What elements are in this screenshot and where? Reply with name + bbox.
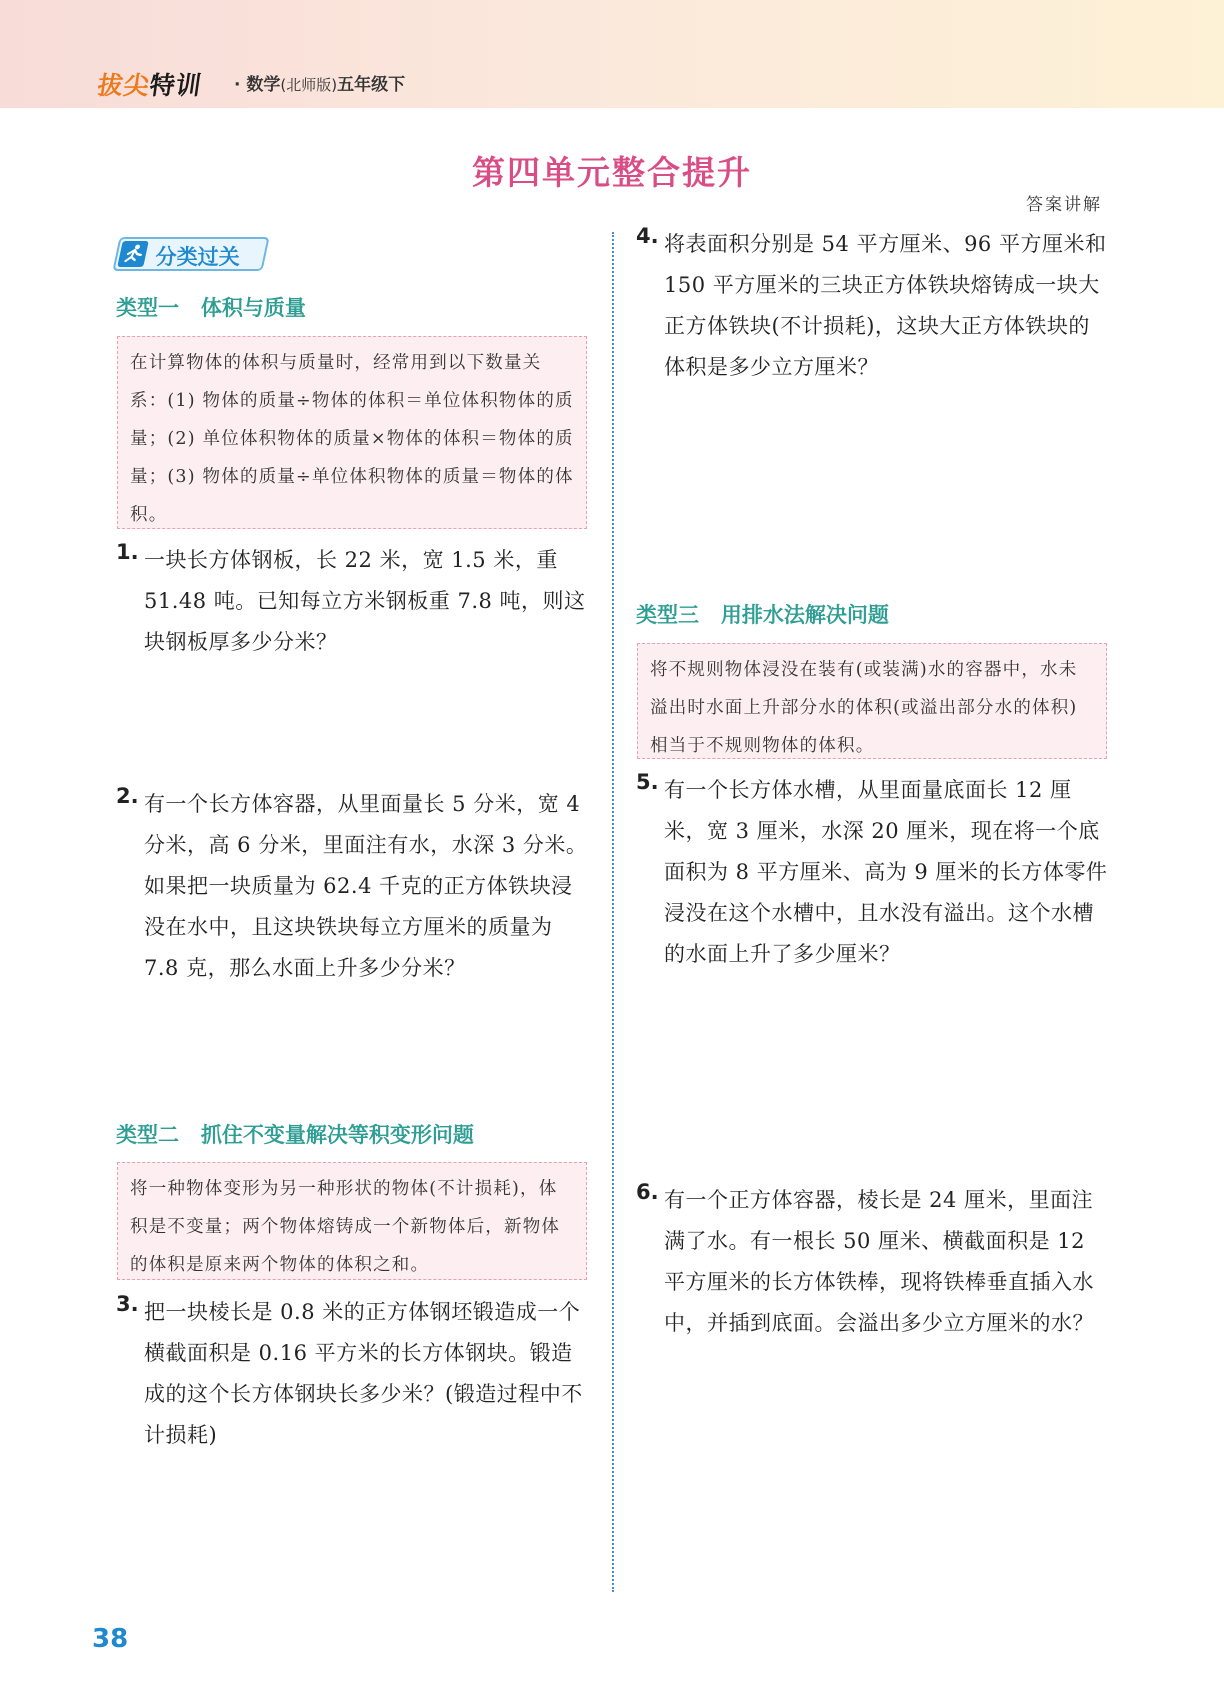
problem-text: 有一个正方体容器，棱长是 24 厘米，里面注满了水。有一根长 50 厘米、横截面积是 12 平方厘米的长方体铁棒，现将铁棒垂直插入水中，并插到底面。会溢出多少立方厘米的水？ xyxy=(664,1188,1094,1335)
tip-box-type2: 将一种物体变形为另一种形状的物体(不计损耗)，体积是不变量；两个物体熔铸成一个新物体后，新物体的体积是原来两个物体的体积之和。 xyxy=(117,1162,587,1280)
problem-text: 将表面积分别是 54 平方厘米、96 平方厘米和 150 平方厘米的三块正方体铁块熔铸成一块大正方体铁块(不计损耗)，这块大正方体铁块的体积是多少立方厘米？ xyxy=(664,232,1107,379)
section-heading-type1: 类型一 体积与质量 xyxy=(116,296,306,320)
problem-text: 有一个长方体水槽，从里面量底面长 12 厘米，宽 3 厘米，水深 20 厘米，现在将一个底面积为 8 平方厘米、高为 9 厘米的长方体零件浸没在这个水槽中，且水没有溢出。这个水槽的水面上升了多少厘米？ xyxy=(664,778,1108,966)
problem-number: 5. xyxy=(636,770,659,794)
column-divider xyxy=(612,232,614,1592)
problem-6 xyxy=(636,1180,1111,1344)
subject-grade: 五年级下 xyxy=(337,75,406,95)
book-subtitle xyxy=(234,70,405,95)
subject-prefix: · 数学 xyxy=(234,75,281,95)
brand-part1: 拔尖 xyxy=(95,71,152,100)
problem-number: 1. xyxy=(116,540,139,564)
brand-part2: 特训 xyxy=(147,71,204,100)
problem-number: 6. xyxy=(636,1180,659,1204)
section-badge xyxy=(112,237,269,271)
page-number: 38 xyxy=(92,1624,129,1654)
subject-edition: (北师版) xyxy=(280,76,338,94)
problem-3 xyxy=(116,1292,591,1456)
section-heading-type3: 类型三 用排水法解决问题 xyxy=(636,603,889,627)
problem-text: 一块长方体钢板，长 22 米，宽 1.5 米，重 51.48 吨。已知每立方米钢板重 7.8 吨，则这块钢板厚多少分米？ xyxy=(144,548,586,654)
section-heading-type2: 类型二 抓住不变量解决等积变形问题 xyxy=(116,1123,474,1147)
page-title: 第四单元整合提升 xyxy=(472,153,752,192)
tip-box-type3: 将不规则物体浸没在装有(或装满)水的容器中，水未溢出时水面上升部分水的体积(或溢出部分水的体积)相当于不规则物体的体积。 xyxy=(637,643,1107,759)
brand-logo xyxy=(95,66,204,102)
problem-text: 有一个长方体容器，从里面量长 5 分米，宽 4 分米，高 6 分米，里面注有水，水深 3 分米。如果把一块质量为 62.4 千克的正方体铁块浸没在水中，且这块铁块每立方厘米的质量为 7.8 克，那么水面上升多少分米？ xyxy=(144,792,588,980)
problem-number: 4. xyxy=(636,224,659,248)
tip-box-type1: 在计算物体的体积与质量时，经常用到以下数量关系：(1) 物体的质量÷物体的体积＝单位体积物体的质量；(2) 单位体积物体的质量×物体的体积＝物体的质量；(3) 物体的质量÷单位体积物体的质量＝物体的体积。 xyxy=(117,336,587,529)
problem-4 xyxy=(636,224,1111,388)
problem-1 xyxy=(116,540,591,663)
problem-5 xyxy=(636,770,1111,975)
problem-text: 把一块棱长是 0.8 米的正方体钢坯锻造成一个横截面积是 0.16 平方米的长方体钢块。锻造成的这个长方体钢块长多少米？(锻造过程中不计损耗) xyxy=(144,1300,583,1447)
answer-explanation-link[interactable]: 答案讲解 xyxy=(1026,195,1102,215)
problem-number: 2. xyxy=(116,784,139,808)
problem-number: 3. xyxy=(116,1292,139,1316)
section-badge-label: 分类过关 xyxy=(155,245,240,269)
problem-2 xyxy=(116,784,591,989)
runner-icon xyxy=(117,241,149,267)
